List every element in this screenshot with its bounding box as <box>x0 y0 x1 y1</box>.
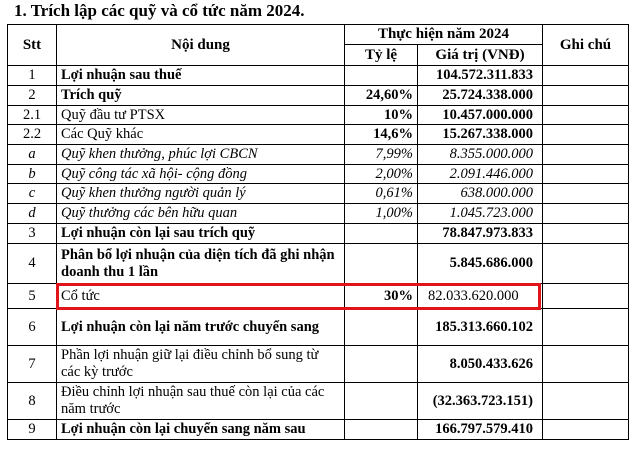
row-note <box>543 66 629 86</box>
row-stt: 7 <box>8 346 57 383</box>
row-stt: 8 <box>8 383 57 420</box>
row-stt: b <box>8 165 57 184</box>
row-note <box>543 420 629 440</box>
row-value: 5.845.686.000 <box>418 244 543 284</box>
row-ratio <box>345 383 418 420</box>
table-row <box>8 224 629 244</box>
row-note <box>543 184 629 204</box>
row-stt: 2 <box>8 86 57 106</box>
row-value: 638.000.000 <box>418 184 543 204</box>
row-ratio <box>345 420 418 440</box>
row-value: 1.045.723.000 <box>418 204 543 224</box>
header-content: Nội dung <box>57 25 345 66</box>
row-ratio: 14,6% <box>345 125 418 145</box>
row-ratio: 0,61% <box>345 184 418 204</box>
row-content: Cổ tức <box>57 284 345 309</box>
row-stt: 5 <box>8 284 57 309</box>
row-ratio <box>345 309 418 346</box>
row-stt: 2.2 <box>8 125 57 145</box>
table-row <box>8 244 629 284</box>
row-value: 2.091.446.000 <box>418 165 543 184</box>
row-ratio: 30% <box>345 284 418 309</box>
table-row <box>8 346 629 383</box>
row-content: Lợi nhuận sau thuế <box>57 66 345 86</box>
row-ratio <box>345 244 418 284</box>
row-content: Lợi nhuận còn lại sau trích quỹ <box>57 224 345 244</box>
row-stt: 6 <box>8 309 57 346</box>
row-note <box>543 106 629 125</box>
row-ratio: 1,00% <box>345 204 418 224</box>
row-content: Quỹ khen thưởng, phúc lợi CBCN <box>57 145 345 165</box>
section-title: 1. Trích lập các quỹ và cổ tức năm 2024. <box>14 1 305 20</box>
row-ratio <box>345 224 418 244</box>
row-content: Quỹ công tác xã hội- cộng đồng <box>57 165 345 184</box>
row-note <box>543 145 629 165</box>
row-stt: 1 <box>8 66 57 86</box>
row-content: Lợi nhuận còn lại chuyển sang năm sau <box>57 420 345 440</box>
row-ratio <box>345 66 418 86</box>
row-content: Quỹ khen thưởng người quản lý <box>57 184 345 204</box>
row-note <box>543 165 629 184</box>
row-ratio: 10% <box>345 106 418 125</box>
row-value: 25.724.338.000 <box>418 86 543 106</box>
row-content: Lợi nhuận còn lại năm trước chuyển sang <box>57 309 345 346</box>
header-value: Giá trị (VNĐ) <box>418 45 543 66</box>
row-stt: 3 <box>8 224 57 244</box>
table-row <box>8 66 629 86</box>
row-value: 8.355.000.000 <box>418 145 543 165</box>
row-stt: 9 <box>8 420 57 440</box>
row-note <box>543 204 629 224</box>
row-stt: a <box>8 145 57 165</box>
row-stt: 4 <box>8 244 57 284</box>
row-content: Quỹ thưởng các bên hữu quan <box>57 204 345 224</box>
row-value: 104.572.311.833 <box>418 66 543 86</box>
row-stt: d <box>8 204 57 224</box>
table-row <box>8 125 629 145</box>
table-row <box>8 309 629 346</box>
row-value: 78.847.973.833 <box>418 224 543 244</box>
row-note <box>543 86 629 106</box>
header-note: Ghi chú <box>543 25 629 66</box>
row-note <box>543 224 629 244</box>
header-row <box>8 25 629 45</box>
row-content: Phân bổ lợi nhuận của diện tích đã ghi nhận doanh thu 1 lần <box>57 244 345 284</box>
row-ratio: 7,99% <box>345 145 418 165</box>
table-row <box>8 106 629 125</box>
table-row <box>8 204 629 224</box>
row-note <box>543 309 629 346</box>
table-row <box>8 184 629 204</box>
table-row-dividend <box>8 284 629 309</box>
row-ratio: 24,60% <box>345 86 418 106</box>
table-row <box>8 383 629 420</box>
fund-allocation-table <box>7 24 629 440</box>
header-group: Thực hiện năm 2024 <box>345 25 543 45</box>
header-stt: Stt <box>8 25 57 66</box>
row-stt: 2.1 <box>8 106 57 125</box>
row-ratio <box>345 346 418 383</box>
row-note <box>543 125 629 145</box>
table-row <box>8 86 629 106</box>
row-note <box>543 284 629 309</box>
row-note <box>543 383 629 420</box>
row-value: (32.363.723.151) <box>418 383 543 420</box>
table-row <box>8 420 629 440</box>
row-value: 10.457.000.000 <box>418 106 543 125</box>
row-content: Các Quỹ khác <box>57 125 345 145</box>
row-content: Điều chỉnh lợi nhuận sau thuế còn lại của các năm trước <box>57 383 345 420</box>
row-ratio: 2,00% <box>345 165 418 184</box>
row-value: 8.050.433.626 <box>418 346 543 383</box>
row-value: 15.267.338.000 <box>418 125 543 145</box>
header-ratio: Tỷ lệ <box>345 45 418 66</box>
row-content: Quỹ đầu tư PTSX <box>57 106 345 125</box>
row-value: 166.797.579.410 <box>418 420 543 440</box>
row-value: 185.313.660.102 <box>418 309 543 346</box>
row-content: Phần lợi nhuận giữ lại điều chỉnh bổ sung từ các kỳ trước <box>57 346 345 383</box>
row-note <box>543 244 629 284</box>
row-stt: c <box>8 184 57 204</box>
table-row <box>8 145 629 165</box>
row-content: Trích quỹ <box>57 86 345 106</box>
row-note <box>543 346 629 383</box>
table-row <box>8 165 629 184</box>
row-value: 82.033.620.000 <box>418 284 543 309</box>
